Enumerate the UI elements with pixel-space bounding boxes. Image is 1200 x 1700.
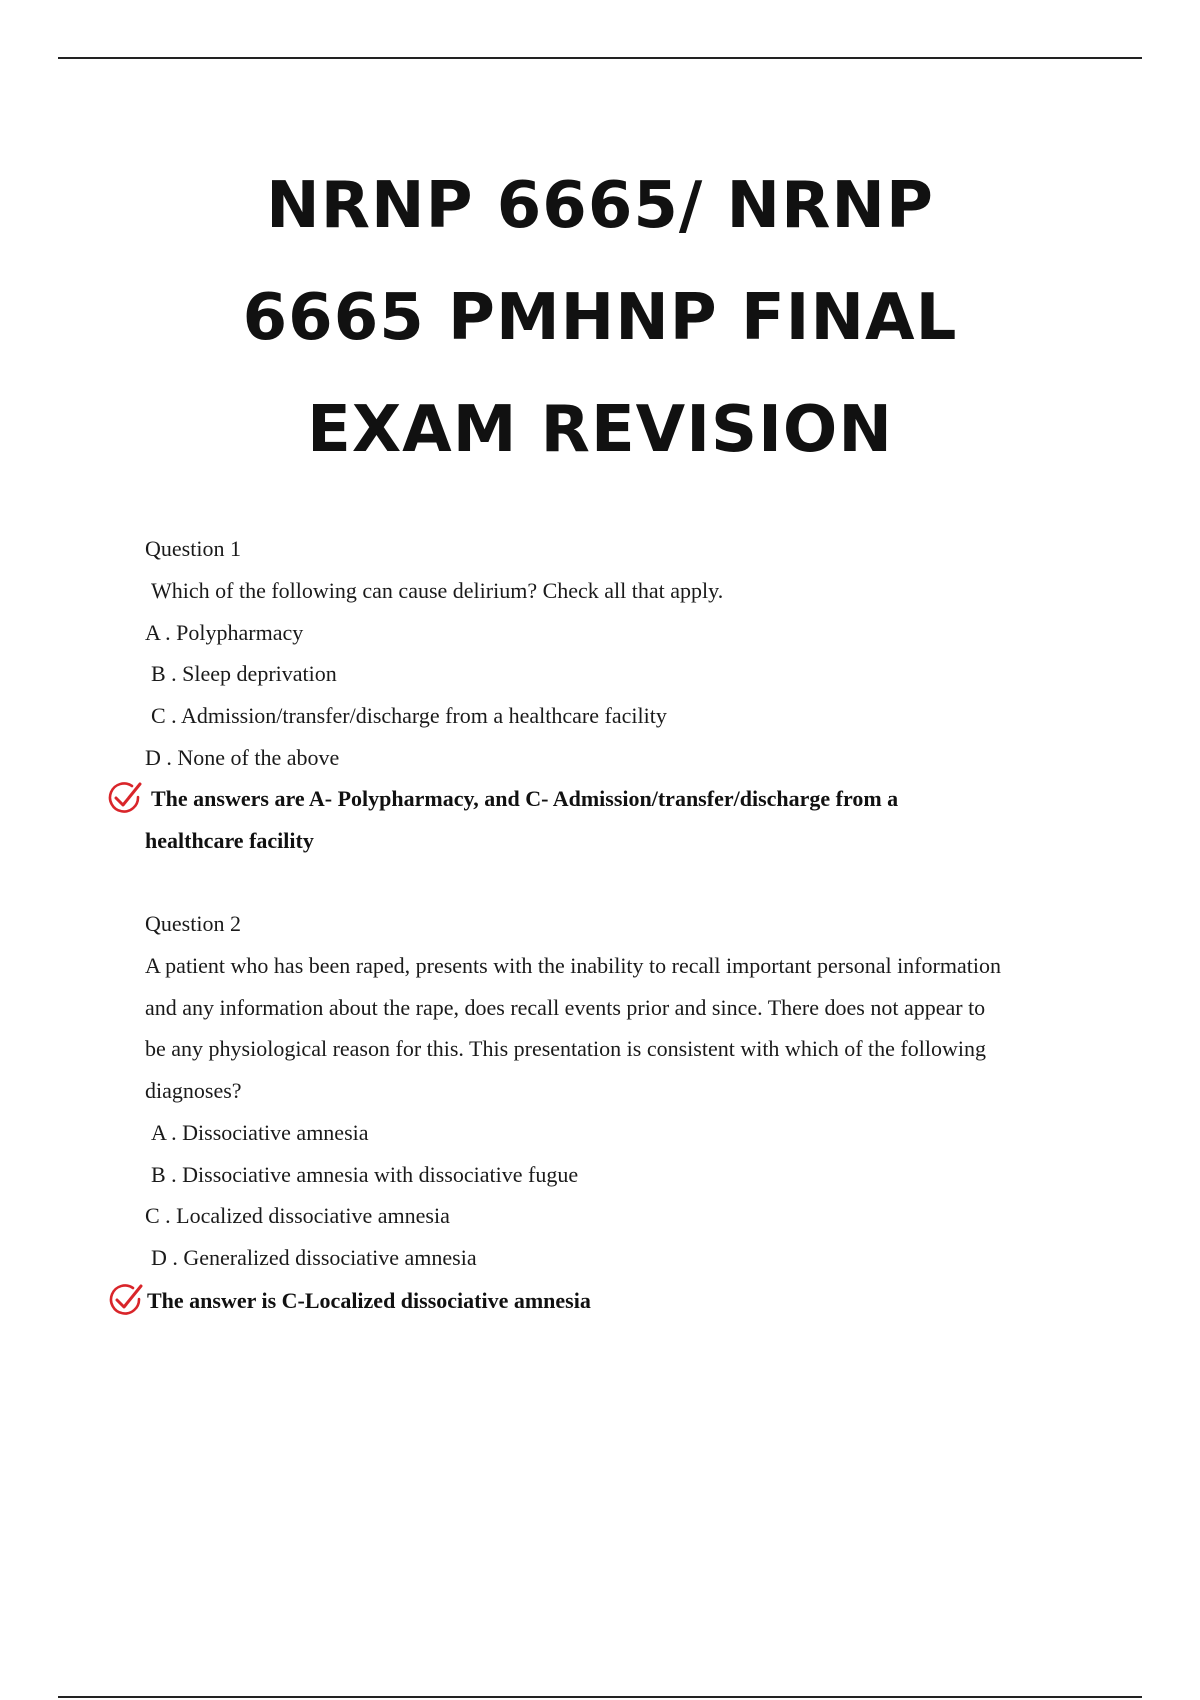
question-2-option-d: D . Generalized dissociative amnesia xyxy=(151,1245,477,1270)
question-1-option-a: A . Polypharmacy xyxy=(145,620,304,645)
question-1-option-d: D . None of the above xyxy=(145,745,340,770)
question-2-option-b: B . Dissociative amnesia with dissociative fugue xyxy=(151,1162,579,1187)
title-line-2: 6665 PMHNP FINAL xyxy=(242,281,958,355)
top-rule xyxy=(58,57,1142,59)
question-2-stem-line-2: and any information about the rape, does recall events prior and since. There does not appear to xyxy=(145,995,986,1020)
question-2-stem-line-3: be any physiological reason for this. This presentation is consistent with which of the following xyxy=(145,1036,986,1061)
question-1-stem: Which of the following can cause delirium? Check all that apply. xyxy=(151,578,724,603)
document-title xyxy=(0,150,1200,486)
question-1-answer-line-1: The answers are A- Polypharmacy, and C- Admission/transfer/discharge from a xyxy=(151,786,899,811)
question-2-option-c: C . Localized dissociative amnesia xyxy=(145,1203,450,1228)
question-2-option-a: A . Dissociative amnesia xyxy=(151,1120,369,1145)
red-checkmark-circle-icon xyxy=(106,1280,146,1320)
question-1-option-c: C . Admission/transfer/discharge from a healthcare facility xyxy=(151,703,667,728)
red-checkmark-circle-icon xyxy=(105,778,145,818)
title-line-1: NRNP 6665/ NRNP xyxy=(266,169,934,243)
bottom-rule xyxy=(58,1696,1142,1698)
question-1-answer-line-2: healthcare facility xyxy=(145,828,314,853)
question-2-answer: The answer is C-Localized dissociative amnesia xyxy=(147,1288,591,1313)
title-line-3: EXAM REVISION xyxy=(307,393,893,467)
question-1-label: Question 1 xyxy=(145,536,241,561)
question-2-stem-line-4: diagnoses? xyxy=(145,1078,242,1103)
question-2-stem-line-1: A patient who has been raped, presents with the inability to recall important personal information xyxy=(145,953,1001,978)
question-2-label: Question 2 xyxy=(145,911,241,936)
question-1-option-b: B . Sleep deprivation xyxy=(151,661,337,686)
